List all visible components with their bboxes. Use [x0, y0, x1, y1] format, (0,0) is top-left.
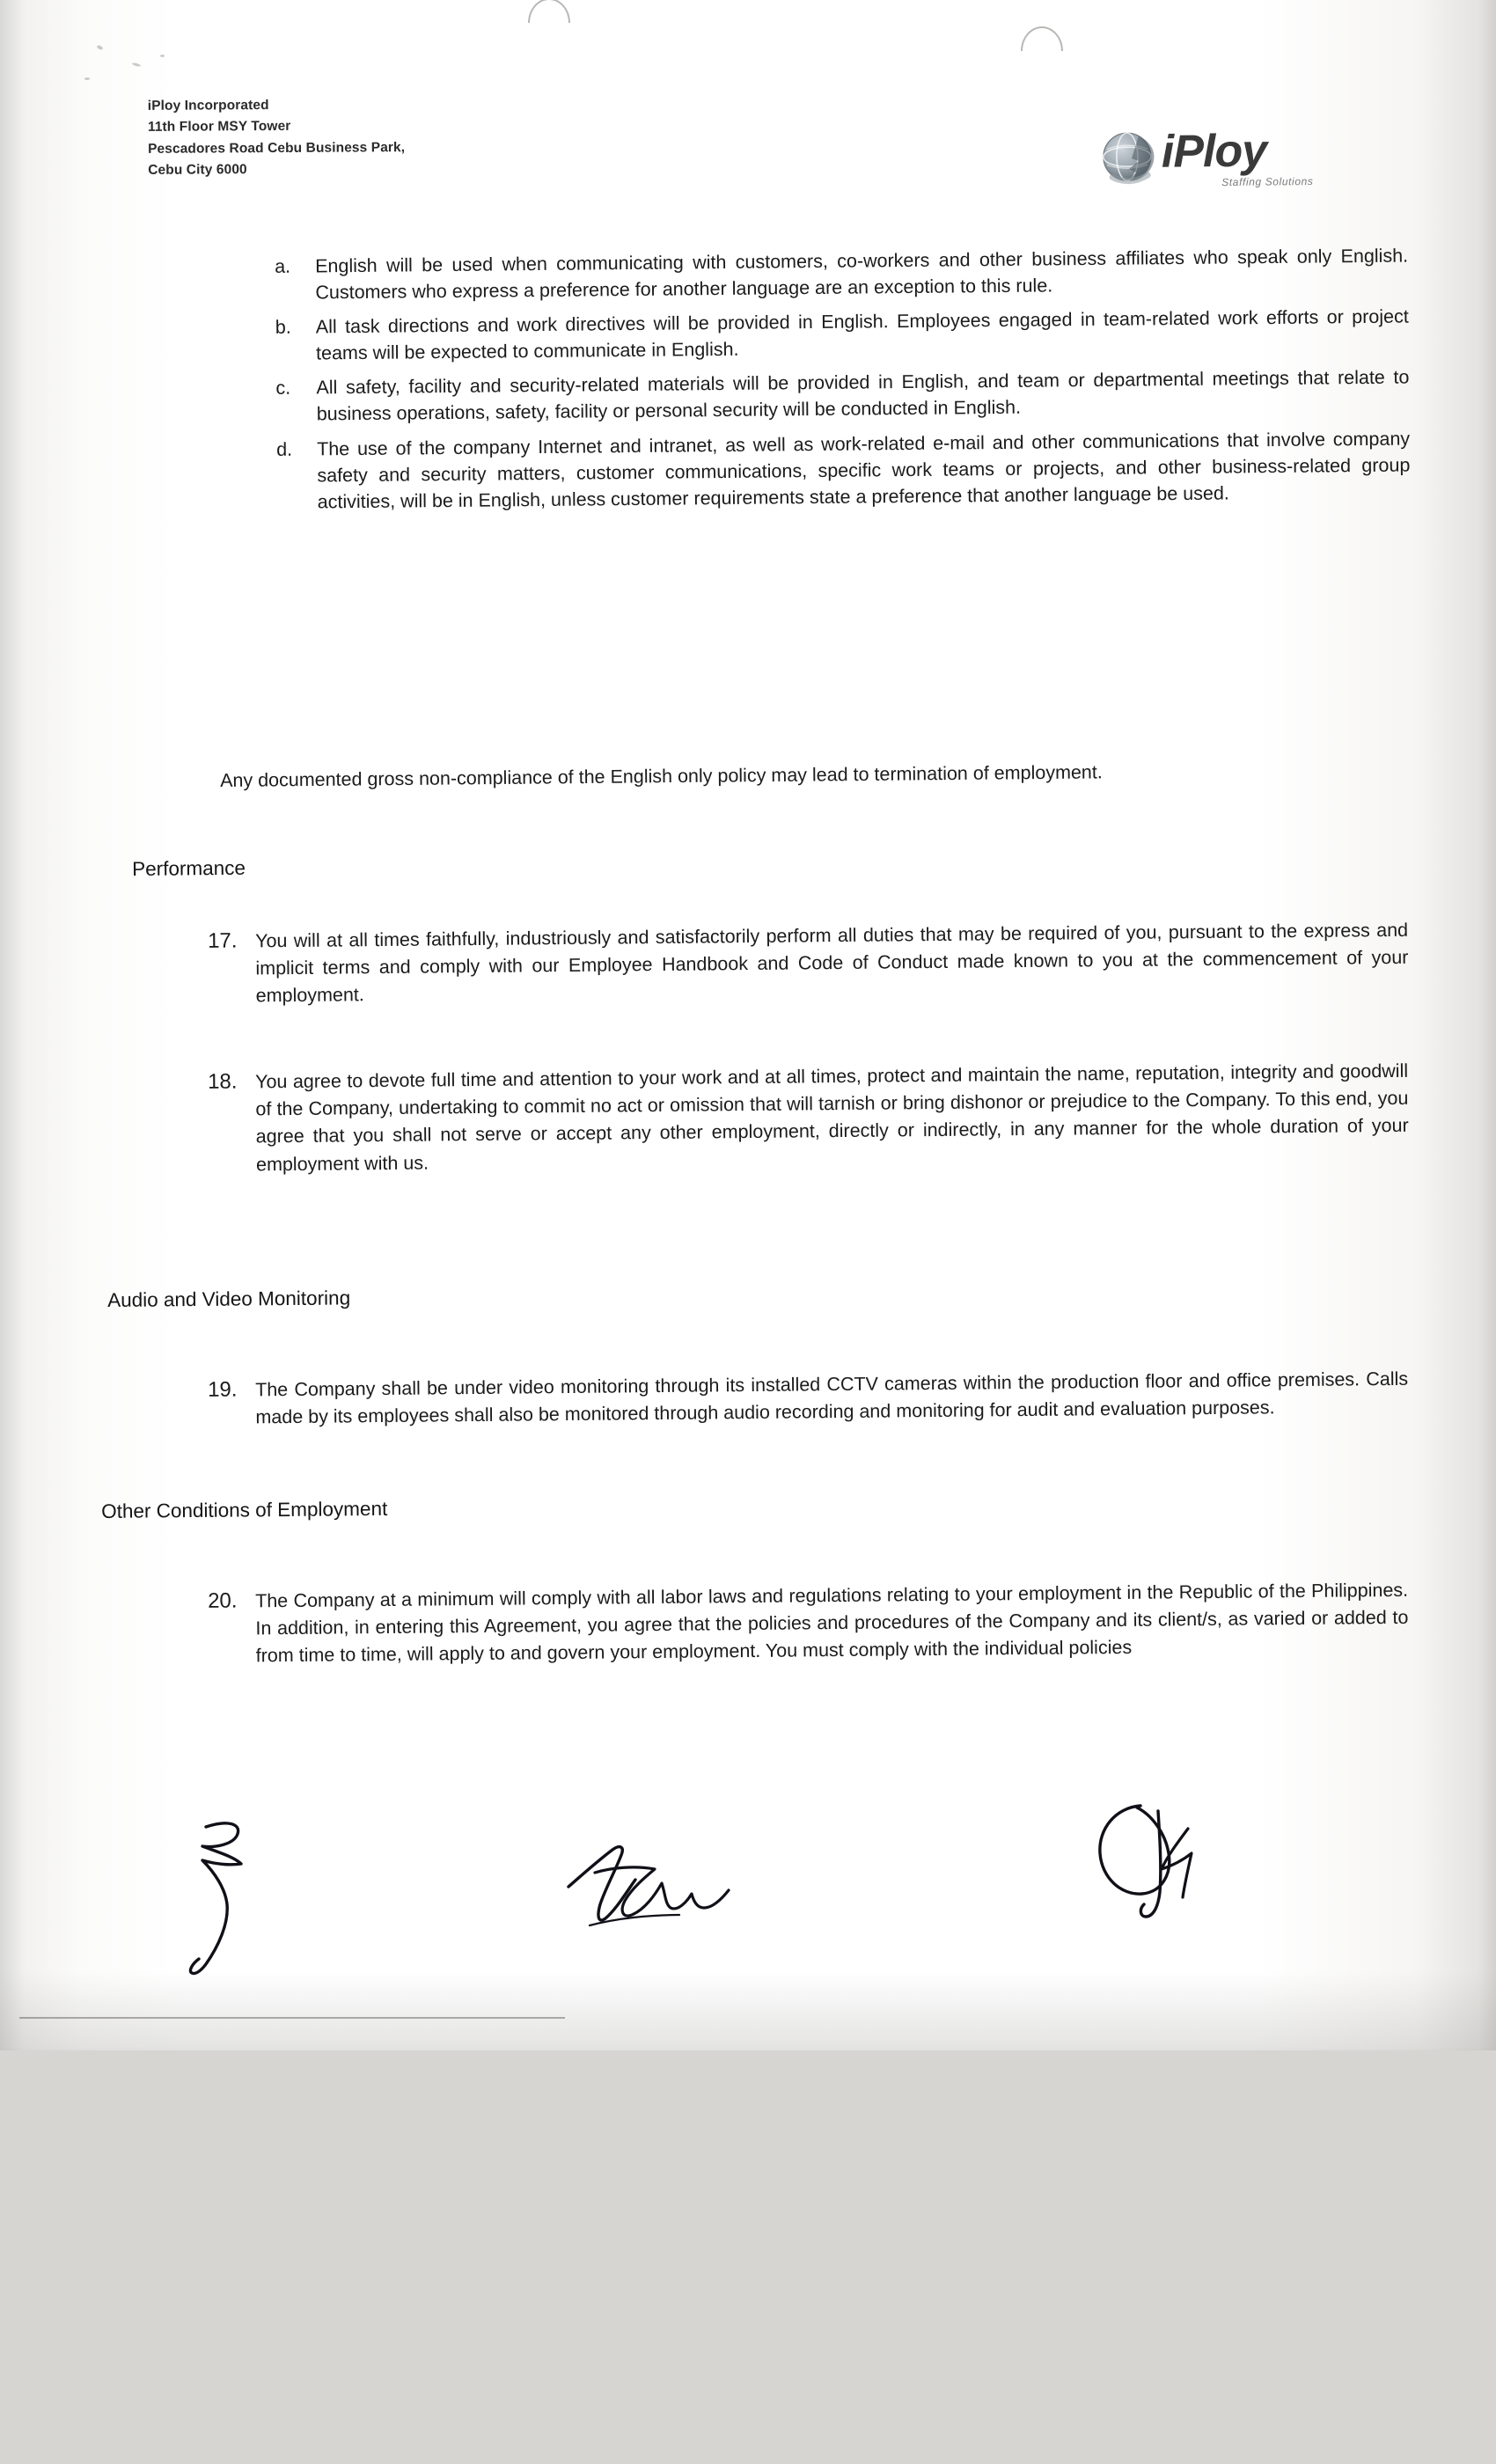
- letterhead-address-line-1: 11th Floor MSY Tower: [147, 119, 291, 136]
- signature-center: [563, 1820, 739, 1952]
- list-item-marker: d.: [276, 438, 293, 460]
- list-item-text: All task directions and work directives will be provided in English. Employees engaged in team-related work efforts or project teams will be expected to communicate in English.: [315, 305, 1409, 364]
- list-item-marker: a.: [275, 255, 291, 277]
- section-heading-performance: Performance: [132, 856, 246, 880]
- numbered-item-text: You agree to devote full time and attention to your work and at all times, protect and maintain the name, reputation, integrity and goodwill of the Company, undertaking to commit no act or omission that will tarnish or bring dishonor or prejudice to the Company. To this end, you agree that you shall not serve or accept any other employment, directly or indirectly, in any manner for the whole duration of your employment with us.: [255, 1060, 1409, 1175]
- letterhead-address-line-2: Pescadores Road Cebu Business Park,: [148, 140, 406, 157]
- list-item-marker: b.: [275, 316, 291, 339]
- scanner-background: [0, 2050, 1496, 2464]
- numbered-item-text: The Company at a minimum will comply with all labor laws and regulations relating to your employment in the Republic of the Philippines. In addition, in entering this Agreement, you agree that the policies and procedures of the Company and its client/s, as varied or added to from time to time, will apply to and govern your employment. You must comply with the individual policies: [255, 1579, 1409, 1667]
- list-item: [265, 364, 1410, 429]
- numbered-item: [201, 917, 1409, 1011]
- numbered-item: [201, 1577, 1409, 1671]
- list-item-text: All safety, facility and security-related materials will be provided in English, and team or departmental meetings that relate to business operations, safety, facility or personal security will be conducted in English.: [316, 366, 1410, 425]
- list-item: [265, 304, 1410, 368]
- letterhead-address-line-3: Cebu City 6000: [148, 162, 247, 179]
- list-item: [266, 425, 1411, 516]
- letterhead-company: iPloy Incorporated: [147, 98, 269, 114]
- numbered-item-text: You will at all times faithfully, industriously and satisfactorily perform all duties that may be required of you, pursuant to the express and implicit terms and comply with our Employee Handbook and Code of Conduct made known to you at the commencement of your employment.: [255, 919, 1409, 1007]
- numbered-item-number: 18.: [208, 1069, 238, 1094]
- list-item-marker: c.: [275, 378, 291, 400]
- numbered-item-text: The Company shall be under video monitoring through its installed CCTV cameras within the production floor and office premises. Calls made by its employees shall also be monitored through audio recording and monitoring for audit and evaluation purposes.: [255, 1368, 1409, 1428]
- list-item-text: English will be used when communicating with customers, co-workers and other business affiliates who speak only English. Customers who express a preference for another language are an exception to this rule.: [315, 245, 1409, 304]
- letterhead: [148, 94, 406, 182]
- signature-left: [176, 1813, 290, 1980]
- lettered-sub-list: [264, 243, 1411, 524]
- scan-speck: [160, 55, 165, 57]
- signature-right: [1084, 1792, 1216, 1932]
- logo-tagline: Staffing Solutions: [1221, 174, 1314, 189]
- list-item: [264, 243, 1409, 307]
- section-heading-other-conditions: Other Conditions of Employment: [101, 1497, 388, 1522]
- numbered-item-number: 17.: [208, 928, 238, 953]
- numbered-item-number: 19.: [208, 1377, 238, 1402]
- company-logo: [1100, 121, 1356, 203]
- section-heading-audio-video-monitoring: Audio and Video Monitoring: [107, 1287, 351, 1311]
- scan-speck: [84, 77, 90, 80]
- closing-paragraph: Any documented gross non-compliance of the English only policy may lead to termination of employment.: [220, 761, 1103, 791]
- numbered-item-number: 20.: [208, 1588, 238, 1613]
- globe-icon: [1100, 129, 1159, 188]
- numbered-item: [201, 1058, 1409, 1179]
- paper-bottom-edge: [19, 2017, 565, 2019]
- list-item-text: The use of the company Internet and intranet, as well as work-related e-mail and other communications that involve company safety and security matters, customer communications, specific work teams or projects, and other business-related group activities, will be in English, unless customer requirements state a preference that another language be used.: [317, 428, 1411, 513]
- numbered-item: [201, 1366, 1409, 1433]
- logo-wordmark: iPloy: [1161, 125, 1267, 178]
